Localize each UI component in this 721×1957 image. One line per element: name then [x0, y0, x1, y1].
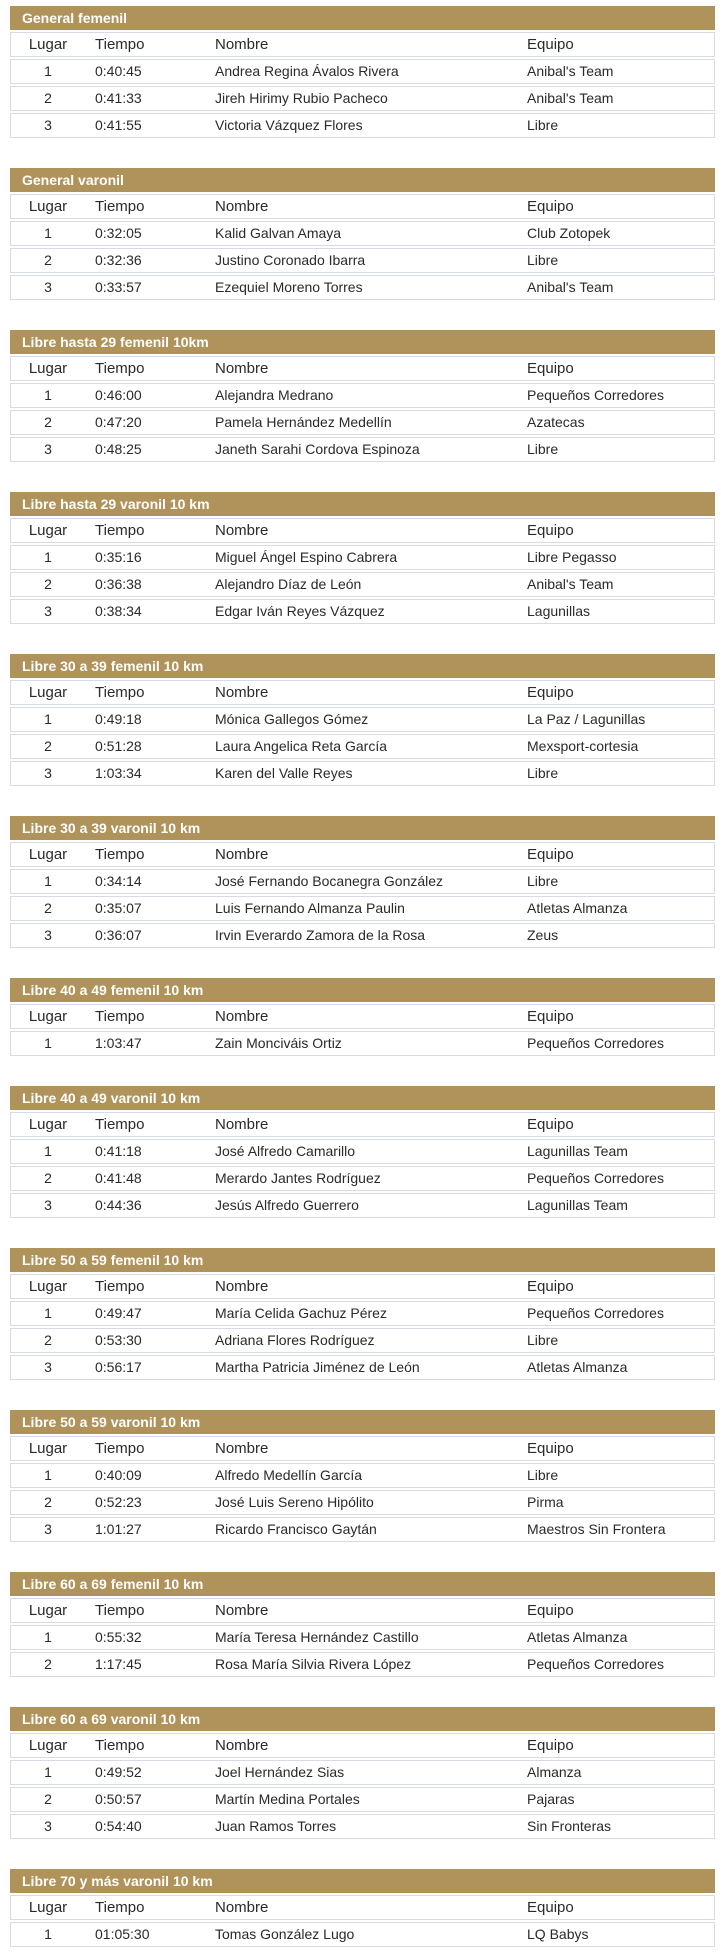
table-row — [10, 248, 715, 273]
time-cell: 0:56:17 — [95, 1359, 142, 1375]
column-header-equipo: Equipo — [527, 1008, 574, 1025]
place-cell: 1 — [44, 1764, 52, 1780]
team-cell: Pirma — [527, 1494, 564, 1510]
time-cell: 1:03:47 — [95, 1035, 142, 1051]
team-cell: Lagunillas Team — [527, 1143, 628, 1159]
name-cell: Miguel Ángel Espino Cabrera — [215, 549, 398, 565]
time-cell: 0:36:07 — [95, 927, 142, 943]
place-cell: 3 — [44, 1359, 52, 1375]
team-cell: Pajaras — [527, 1791, 575, 1807]
column-header-equipo: Equipo — [527, 198, 574, 215]
place-cell: 3 — [44, 1818, 52, 1834]
team-cell: Libre — [527, 1467, 559, 1483]
team-cell: Libre — [527, 1332, 559, 1348]
column-header-lugar: Lugar — [28, 1737, 68, 1754]
place-cell: 1 — [44, 1467, 52, 1483]
name-cell: Justino Coronado Ibarra — [215, 252, 366, 268]
place-cell: 1 — [44, 1035, 52, 1051]
team-cell: Anibal's Team — [527, 90, 614, 106]
table-row — [10, 1787, 715, 1812]
table-row — [10, 545, 715, 570]
name-cell: Ezequiel Moreno Torres — [215, 279, 363, 295]
time-cell: 0:41:48 — [95, 1170, 142, 1186]
place-cell: 1 — [44, 549, 52, 565]
column-header-lugar: Lugar — [28, 684, 68, 701]
column-header-lugar: Lugar — [28, 846, 68, 863]
table-row — [10, 1031, 715, 1056]
results-category — [10, 1248, 715, 1380]
column-header-tiempo: Tiempo — [95, 1899, 145, 1916]
column-header-nombre: Nombre — [215, 1008, 269, 1025]
time-cell: 0:33:57 — [95, 279, 142, 295]
results-category — [10, 1410, 715, 1542]
name-cell: José Fernando Bocanegra González — [215, 873, 444, 889]
column-header-lugar: Lugar — [28, 360, 68, 377]
team-cell: Atletas Almanza — [527, 1629, 628, 1645]
name-cell: Pamela Hernández Medellín — [215, 414, 392, 430]
time-cell: 1:03:34 — [95, 765, 142, 781]
table-row — [10, 1193, 715, 1218]
name-cell: Andrea Regina Ávalos Rivera — [215, 63, 399, 79]
column-header-nombre: Nombre — [215, 198, 269, 215]
time-cell: 0:50:57 — [95, 1791, 142, 1807]
column-header-tiempo: Tiempo — [95, 1116, 145, 1133]
table-row — [10, 59, 715, 84]
results-category — [10, 330, 715, 462]
team-cell: Anibal's Team — [527, 576, 614, 592]
category-title: Libre 70 y más varonil 10 km — [10, 1869, 715, 1893]
results-category — [10, 1707, 715, 1839]
time-cell: 0:40:45 — [95, 63, 142, 79]
place-cell: 3 — [44, 1197, 52, 1213]
name-cell: Alfredo Medellín García — [215, 1467, 363, 1483]
team-cell: LQ Babys — [527, 1926, 589, 1942]
time-cell: 0:51:28 — [95, 738, 142, 754]
column-header-lugar: Lugar — [28, 1602, 68, 1619]
place-cell: 2 — [44, 900, 52, 916]
place-cell: 2 — [44, 1332, 52, 1348]
name-cell: José Luis Sereno Hipólito — [215, 1494, 374, 1510]
time-cell: 1:17:45 — [95, 1656, 142, 1672]
time-cell: 0:32:36 — [95, 252, 142, 268]
table-row — [10, 923, 715, 948]
team-cell: Atletas Almanza — [527, 1359, 628, 1375]
team-cell: Lagunillas Team — [527, 1197, 628, 1213]
team-cell: Sin Fronteras — [527, 1818, 612, 1834]
column-header-equipo: Equipo — [527, 1899, 574, 1916]
category-title: Libre 40 a 49 varonil 10 km — [10, 1086, 715, 1110]
name-cell: Mónica Gallegos Gómez — [215, 711, 369, 727]
table-header-row — [10, 356, 715, 381]
table-row — [10, 1463, 715, 1488]
table-row — [10, 1490, 715, 1515]
team-cell: La Paz / Lagunillas — [527, 711, 646, 727]
table-header-row — [10, 32, 715, 57]
table-row — [10, 1139, 715, 1164]
table-header-row — [10, 842, 715, 867]
column-header-lugar: Lugar — [28, 1440, 68, 1457]
team-cell: Libre — [527, 117, 559, 133]
column-header-nombre: Nombre — [215, 36, 269, 53]
name-cell: Laura Angelica Reta García — [215, 738, 387, 754]
team-cell: Libre — [527, 765, 559, 781]
team-cell: Maestros Sin Frontera — [527, 1521, 666, 1537]
category-title: Libre 50 a 59 femenil 10 km — [10, 1248, 715, 1272]
column-header-tiempo: Tiempo — [95, 846, 145, 863]
column-header-lugar: Lugar — [28, 1899, 68, 1916]
table-header-row — [10, 1004, 715, 1029]
column-header-equipo: Equipo — [527, 1278, 574, 1295]
table-row — [10, 1652, 715, 1677]
team-cell: Pequeños Corredores — [527, 1170, 664, 1186]
table-row — [10, 410, 715, 435]
results-category — [10, 492, 715, 624]
place-cell: 3 — [44, 765, 52, 781]
time-cell: 0:54:40 — [95, 1818, 142, 1834]
team-cell: Zeus — [527, 927, 559, 943]
results-category — [10, 6, 715, 138]
column-header-nombre: Nombre — [215, 522, 269, 539]
column-header-tiempo: Tiempo — [95, 360, 145, 377]
column-header-equipo: Equipo — [527, 522, 574, 539]
time-cell: 0:55:32 — [95, 1629, 142, 1645]
results-category — [10, 1572, 715, 1677]
place-cell: 1 — [44, 387, 52, 403]
team-cell: Libre — [527, 252, 559, 268]
table-row — [10, 1517, 715, 1542]
category-title: Libre 50 a 59 varonil 10 km — [10, 1410, 715, 1434]
column-header-lugar: Lugar — [28, 1008, 68, 1025]
team-cell: Pequeños Corredores — [527, 387, 664, 403]
column-header-tiempo: Tiempo — [95, 1737, 145, 1754]
category-title: Libre 30 a 39 varonil 10 km — [10, 816, 715, 840]
table-row — [10, 1301, 715, 1326]
time-cell: 0:48:25 — [95, 441, 142, 457]
table-header-row — [10, 1436, 715, 1461]
team-cell: Mexsport-cortesia — [527, 738, 639, 754]
name-cell: Martín Medina Portales — [215, 1791, 360, 1807]
table-row — [10, 437, 715, 462]
column-header-nombre: Nombre — [215, 360, 269, 377]
time-cell: 1:01:27 — [95, 1521, 142, 1537]
results-category — [10, 1869, 715, 1947]
table-row — [10, 572, 715, 597]
table-row — [10, 1922, 715, 1947]
column-header-tiempo: Tiempo — [95, 1278, 145, 1295]
team-cell: Pequeños Corredores — [527, 1656, 664, 1672]
results-category — [10, 1086, 715, 1218]
name-cell: Martha Patricia Jiménez de León — [215, 1359, 420, 1375]
column-header-equipo: Equipo — [527, 360, 574, 377]
column-header-equipo: Equipo — [527, 1440, 574, 1457]
table-row — [10, 86, 715, 111]
table-header-row — [10, 680, 715, 705]
name-cell: Alejandra Medrano — [215, 387, 334, 403]
team-cell: Pequeños Corredores — [527, 1305, 664, 1321]
time-cell: 0:52:23 — [95, 1494, 142, 1510]
results-category — [10, 654, 715, 786]
column-header-lugar: Lugar — [28, 522, 68, 539]
place-cell: 2 — [44, 738, 52, 754]
place-cell: 3 — [44, 279, 52, 295]
table-row — [10, 113, 715, 138]
name-cell: Juan Ramos Torres — [215, 1818, 337, 1834]
place-cell: 2 — [44, 252, 52, 268]
time-cell: 0:41:33 — [95, 90, 142, 106]
time-cell: 0:38:34 — [95, 603, 142, 619]
place-cell: 1 — [44, 225, 52, 241]
table-header-row — [10, 194, 715, 219]
table-row — [10, 1166, 715, 1191]
place-cell: 1 — [44, 711, 52, 727]
table-header-row — [10, 1112, 715, 1137]
time-cell: 01:05:30 — [95, 1926, 150, 1942]
column-header-tiempo: Tiempo — [95, 684, 145, 701]
name-cell: Luis Fernando Almanza Paulin — [215, 900, 405, 916]
results-category — [10, 816, 715, 948]
column-header-nombre: Nombre — [215, 1899, 269, 1916]
column-header-tiempo: Tiempo — [95, 36, 145, 53]
name-cell: Karen del Valle Reyes — [215, 765, 353, 781]
column-header-nombre: Nombre — [215, 1440, 269, 1457]
place-cell: 1 — [44, 63, 52, 79]
column-header-lugar: Lugar — [28, 36, 68, 53]
results-category — [10, 168, 715, 300]
category-title: General femenil — [10, 6, 715, 30]
table-header-row — [10, 518, 715, 543]
name-cell: Rosa María Silvia Rivera López — [215, 1656, 412, 1672]
table-row — [10, 1328, 715, 1353]
time-cell: 0:41:55 — [95, 117, 142, 133]
column-header-nombre: Nombre — [215, 1278, 269, 1295]
time-cell: 0:36:38 — [95, 576, 142, 592]
name-cell: Joel Hernández Sias — [215, 1764, 345, 1780]
column-header-tiempo: Tiempo — [95, 1440, 145, 1457]
team-cell: Azatecas — [527, 414, 585, 430]
name-cell: María Teresa Hernández Castillo — [215, 1629, 419, 1645]
name-cell: Tomas González Lugo — [215, 1926, 355, 1942]
name-cell: Edgar Iván Reyes Vázquez — [215, 603, 385, 619]
table-row — [10, 1355, 715, 1380]
place-cell: 1 — [44, 1143, 52, 1159]
place-cell: 2 — [44, 1656, 52, 1672]
time-cell: 0:35:16 — [95, 549, 142, 565]
column-header-nombre: Nombre — [215, 684, 269, 701]
team-cell: Anibal's Team — [527, 279, 614, 295]
name-cell: Jesús Alfredo Guerrero — [215, 1197, 359, 1213]
table-row — [10, 275, 715, 300]
place-cell: 3 — [44, 603, 52, 619]
table-row — [10, 896, 715, 921]
table-header-row — [10, 1733, 715, 1758]
team-cell: Libre — [527, 441, 559, 457]
name-cell: Irvin Everardo Zamora de la Rosa — [215, 927, 426, 943]
column-header-equipo: Equipo — [527, 1602, 574, 1619]
table-row — [10, 1814, 715, 1839]
category-title: Libre 30 a 39 femenil 10 km — [10, 654, 715, 678]
column-header-lugar: Lugar — [28, 1278, 68, 1295]
name-cell: Kalid Galvan Amaya — [215, 225, 342, 241]
time-cell: 0:40:09 — [95, 1467, 142, 1483]
place-cell: 3 — [44, 117, 52, 133]
time-cell: 0:41:18 — [95, 1143, 142, 1159]
time-cell: 0:49:18 — [95, 711, 142, 727]
team-cell: Libre — [527, 873, 559, 889]
name-cell: Victoria Vázquez Flores — [215, 117, 363, 133]
team-cell: Pequeños Corredores — [527, 1035, 664, 1051]
table-row — [10, 599, 715, 624]
place-cell: 2 — [44, 1791, 52, 1807]
table-row — [10, 707, 715, 732]
time-cell: 0:35:07 — [95, 900, 142, 916]
category-title: Libre 60 a 69 femenil 10 km — [10, 1572, 715, 1596]
column-header-equipo: Equipo — [527, 1737, 574, 1754]
name-cell: María Celida Gachuz Pérez — [215, 1305, 387, 1321]
column-header-lugar: Lugar — [28, 198, 68, 215]
category-title: General varonil — [10, 168, 715, 192]
column-header-lugar: Lugar — [28, 1116, 68, 1133]
place-cell: 2 — [44, 414, 52, 430]
time-cell: 0:47:20 — [95, 414, 142, 430]
table-row — [10, 383, 715, 408]
time-cell: 0:32:05 — [95, 225, 142, 241]
time-cell: 0:46:00 — [95, 387, 142, 403]
table-header-row — [10, 1895, 715, 1920]
time-cell: 0:53:30 — [95, 1332, 142, 1348]
table-row — [10, 761, 715, 786]
table-row — [10, 1760, 715, 1785]
table-header-row — [10, 1274, 715, 1299]
column-header-nombre: Nombre — [215, 1116, 269, 1133]
column-header-equipo: Equipo — [527, 846, 574, 863]
place-cell: 2 — [44, 576, 52, 592]
name-cell: Adriana Flores Rodríguez — [215, 1332, 375, 1348]
name-cell: Alejandro Díaz de León — [215, 576, 362, 592]
team-cell: Club Zotopek — [527, 225, 611, 241]
place-cell: 2 — [44, 1170, 52, 1186]
table-row — [10, 1625, 715, 1650]
name-cell: Zain Monciváis Ortiz — [215, 1035, 342, 1051]
column-header-tiempo: Tiempo — [95, 198, 145, 215]
team-cell: Almanza — [527, 1764, 582, 1780]
table-row — [10, 734, 715, 759]
column-header-nombre: Nombre — [215, 1737, 269, 1754]
place-cell: 3 — [44, 927, 52, 943]
team-cell: Libre Pegasso — [527, 549, 617, 565]
name-cell: José Alfredo Camarillo — [215, 1143, 356, 1159]
time-cell: 0:49:47 — [95, 1305, 142, 1321]
category-title: Libre hasta 29 varonil 10 km — [10, 492, 715, 516]
place-cell: 1 — [44, 1926, 52, 1942]
place-cell: 3 — [44, 1521, 52, 1537]
column-header-tiempo: Tiempo — [95, 1008, 145, 1025]
team-cell: Atletas Almanza — [527, 900, 628, 916]
table-row — [10, 869, 715, 894]
place-cell: 2 — [44, 1494, 52, 1510]
time-cell: 0:49:52 — [95, 1764, 142, 1780]
column-header-tiempo: Tiempo — [95, 522, 145, 539]
column-header-equipo: Equipo — [527, 36, 574, 53]
category-title: Libre 40 a 49 femenil 10 km — [10, 978, 715, 1002]
column-header-equipo: Equipo — [527, 1116, 574, 1133]
results-category — [10, 978, 715, 1056]
place-cell: 3 — [44, 441, 52, 457]
category-title: Libre hasta 29 femenil 10km — [10, 330, 715, 354]
name-cell: Janeth Sarahi Cordova Espinoza — [215, 441, 420, 457]
place-cell: 1 — [44, 1629, 52, 1645]
time-cell: 0:34:14 — [95, 873, 142, 889]
table-header-row — [10, 1598, 715, 1623]
time-cell: 0:44:36 — [95, 1197, 142, 1213]
team-cell: Anibal's Team — [527, 63, 614, 79]
place-cell: 2 — [44, 90, 52, 106]
name-cell: Ricardo Francisco Gaytán — [215, 1521, 377, 1537]
place-cell: 1 — [44, 873, 52, 889]
team-cell: Lagunillas — [527, 603, 591, 619]
column-header-tiempo: Tiempo — [95, 1602, 145, 1619]
table-row — [10, 221, 715, 246]
place-cell: 1 — [44, 1305, 52, 1321]
column-header-equipo: Equipo — [527, 684, 574, 701]
column-header-nombre: Nombre — [215, 1602, 269, 1619]
category-title: Libre 60 a 69 varonil 10 km — [10, 1707, 715, 1731]
name-cell: Merardo Jantes Rodríguez — [215, 1170, 381, 1186]
name-cell: Jireh Hirimy Rubio Pacheco — [215, 90, 388, 106]
column-header-nombre: Nombre — [215, 846, 269, 863]
